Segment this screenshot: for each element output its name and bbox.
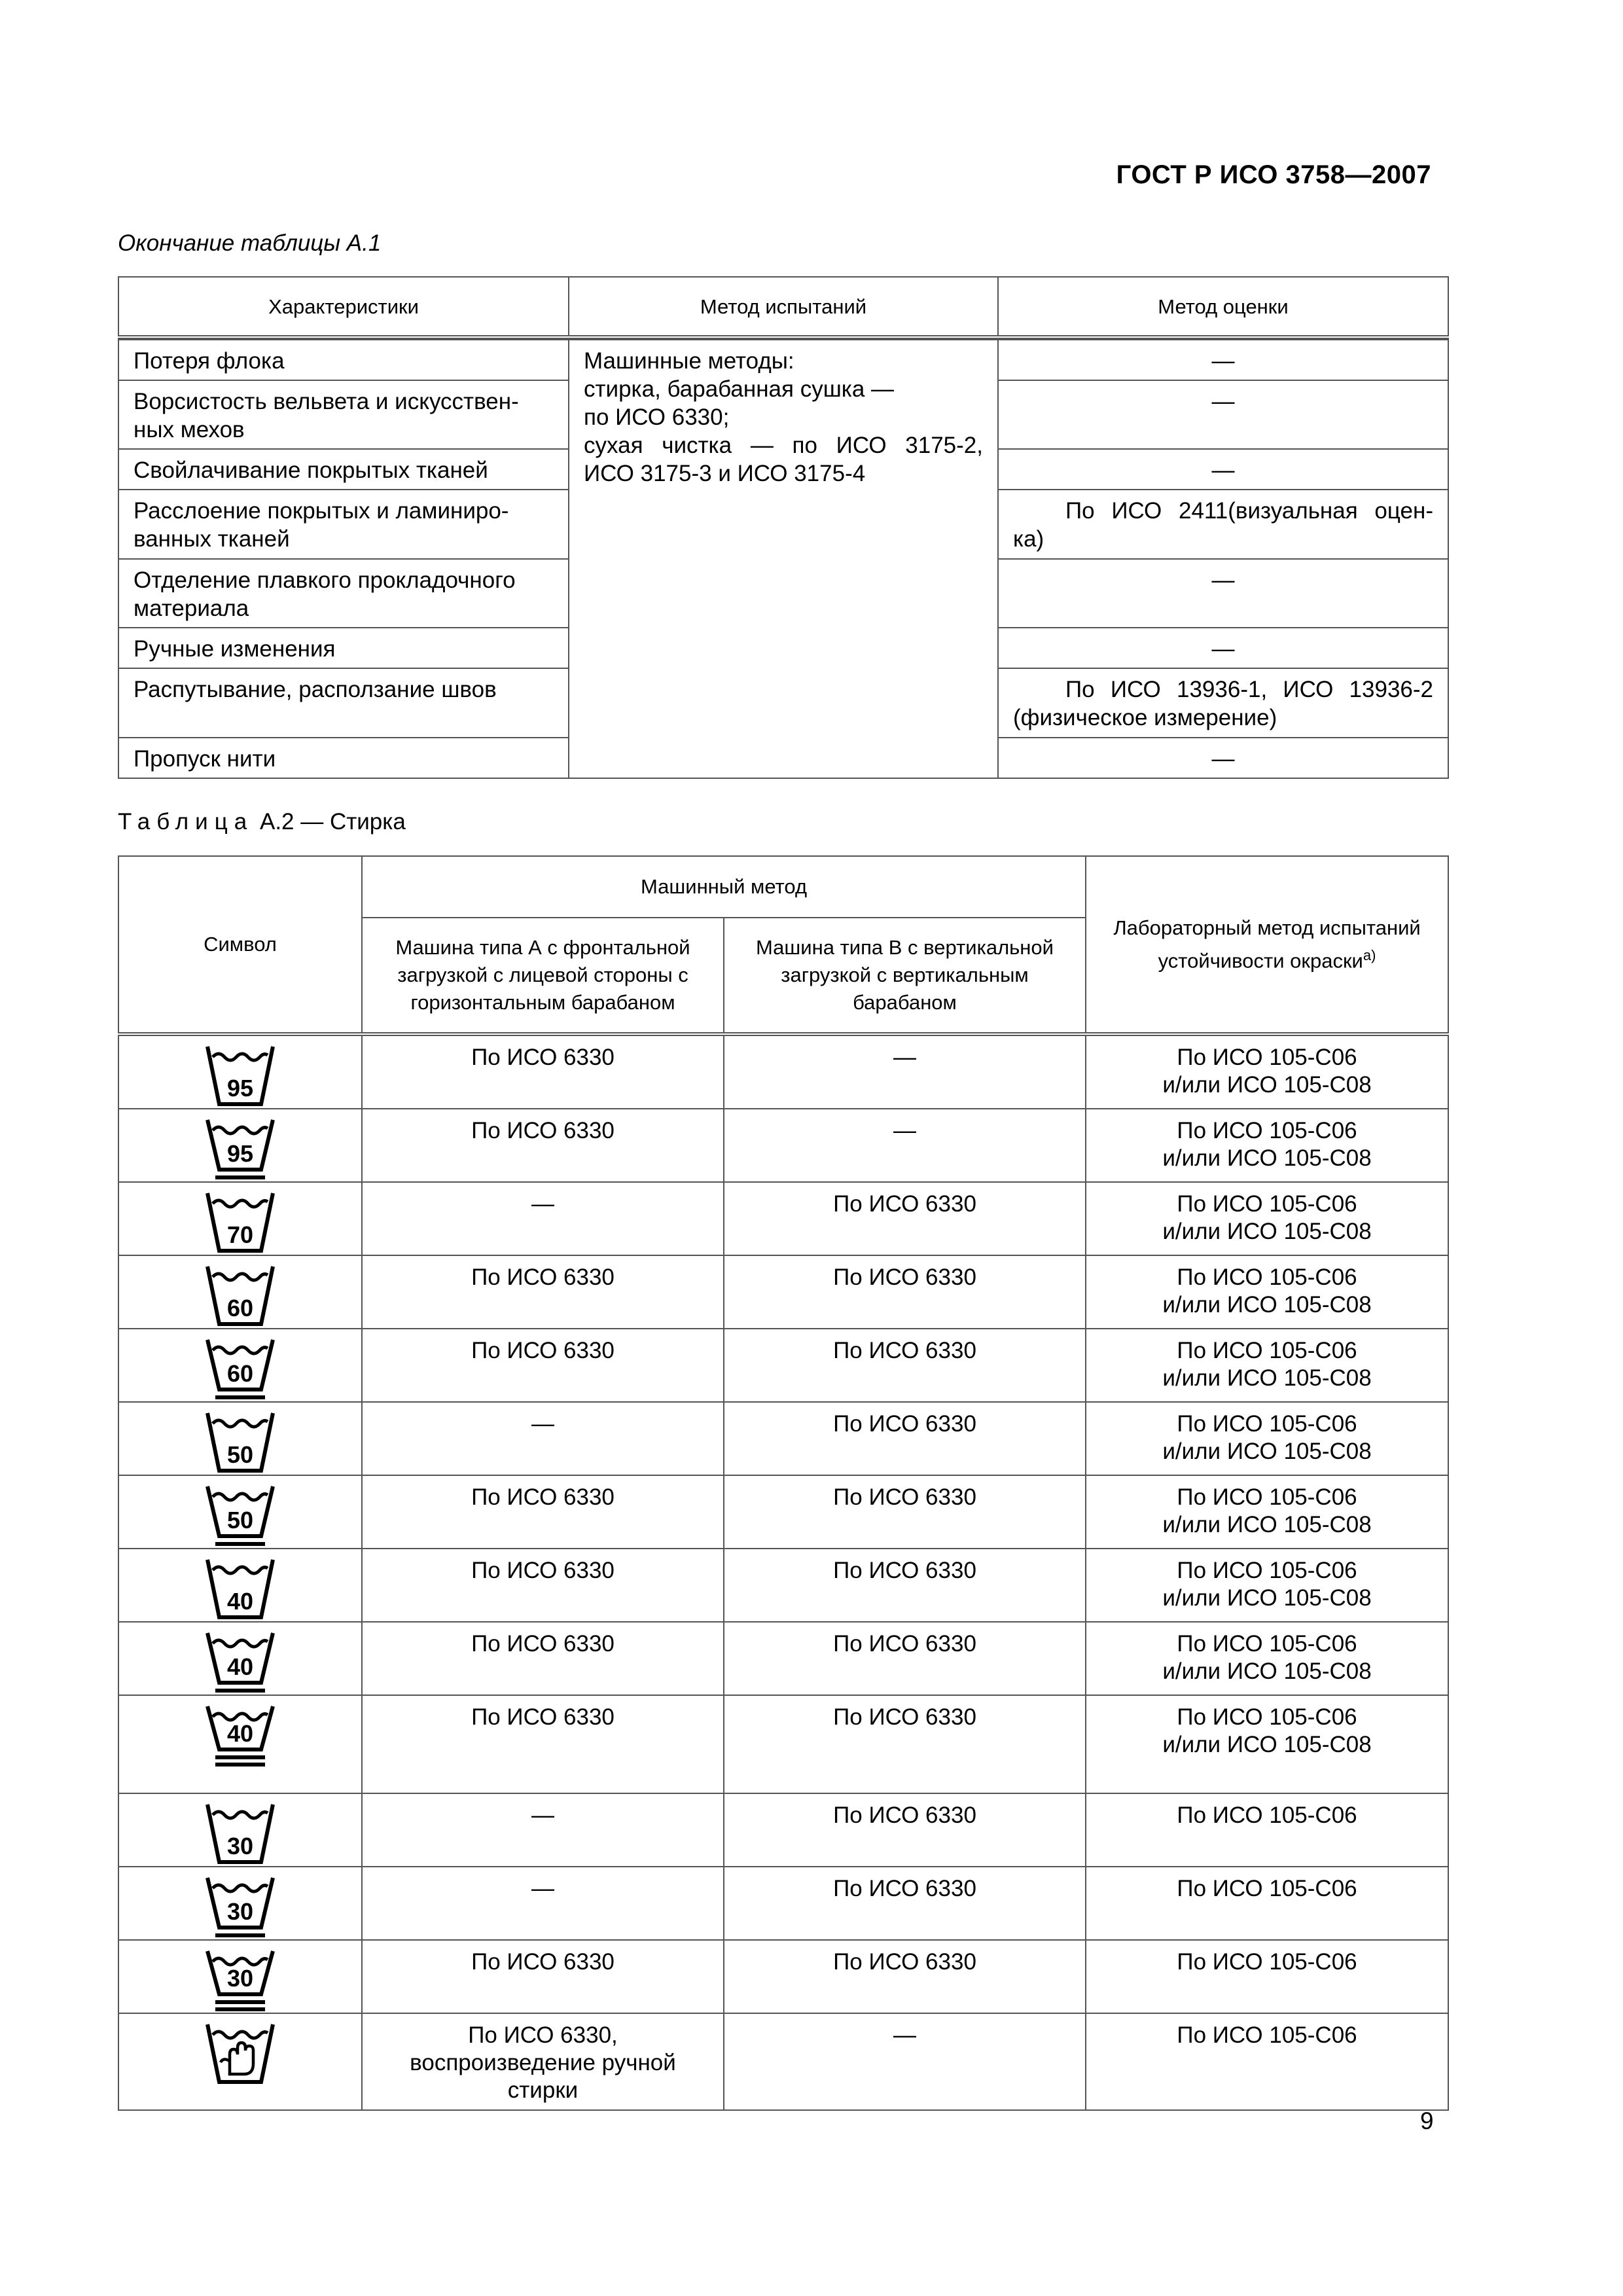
svg-text:40: 40 bbox=[226, 1720, 254, 1747]
text-line: Распутывание, расползание швов bbox=[134, 677, 497, 702]
method-line: сухая чистка — по ИСО 3175-2, bbox=[584, 433, 983, 458]
text-line: По ИСО 105-С06 bbox=[1177, 1631, 1357, 1657]
table-a2-washing bbox=[118, 855, 1449, 2111]
table-row bbox=[118, 1940, 1448, 2013]
text-line: По ИСО 105-С06 bbox=[1177, 1704, 1357, 1730]
table-row bbox=[118, 1109, 1448, 1182]
machine-b-cell: По ИСО 6330 bbox=[724, 1329, 1086, 1402]
symbol-cell bbox=[118, 1402, 362, 1475]
text-line: Расслоение покрытых и ламиниро- bbox=[134, 498, 509, 524]
lab-method-cell bbox=[1086, 1940, 1448, 2013]
symbol-cell bbox=[118, 1255, 362, 1329]
text-line: и/или ИСО 105-С08 bbox=[1162, 1439, 1372, 1464]
lab-text: устойчивости окраски bbox=[1158, 949, 1363, 973]
lab-method-cell bbox=[1086, 1329, 1448, 1402]
text-line: и/или ИСО 105-С08 bbox=[1162, 1732, 1372, 1757]
lab-method-cell bbox=[1086, 1867, 1448, 1940]
table-row bbox=[118, 1329, 1448, 1402]
symbol-cell bbox=[118, 1475, 362, 1549]
text-line: По ИСО 105-С06 bbox=[1177, 1118, 1357, 1143]
text-line: По ИСО 105-С06 bbox=[1177, 1265, 1357, 1290]
text-line: материала bbox=[134, 596, 249, 621]
table-row bbox=[118, 1867, 1448, 1940]
page-number: 9 bbox=[1420, 2108, 1434, 2134]
text-line: Пропуск нити bbox=[134, 746, 276, 772]
machine-a-cell: По ИСО 6330 bbox=[362, 1329, 724, 1402]
svg-text:30: 30 bbox=[226, 1833, 254, 1859]
text-line: По ИСО 105-С06 bbox=[1177, 1411, 1357, 1437]
text-line: и/или ИСО 105-С08 bbox=[1162, 1219, 1372, 1244]
characteristic-cell bbox=[118, 449, 569, 490]
text-line: и/или ИСО 105-С08 bbox=[1162, 1072, 1372, 1098]
text-line: горизонтальным барабаном bbox=[410, 991, 675, 1014]
hand-wash-icon bbox=[201, 2018, 279, 2086]
lab-method-cell bbox=[1086, 1182, 1448, 1255]
machine-a-cell: По ИСО 6330 bbox=[362, 1034, 724, 1109]
lab-method-cell bbox=[1086, 1793, 1448, 1867]
characteristic-cell bbox=[118, 490, 569, 559]
svg-text:30: 30 bbox=[226, 1898, 254, 1925]
method-cell bbox=[569, 340, 998, 778]
evaluation-cell: По ИСО 13936-1, ИСО 13936-2 (физическое измерение) bbox=[998, 668, 1448, 738]
symbol-cell bbox=[118, 1034, 362, 1109]
machine-b-cell: По ИСО 6330 bbox=[724, 1255, 1086, 1329]
machine-a-cell: — bbox=[362, 1182, 724, 1255]
machine-a-cell: — bbox=[362, 1402, 724, 1475]
symbol-cell bbox=[118, 1695, 362, 1793]
symbol-cell bbox=[118, 1622, 362, 1695]
text-line: По ИСО 105-С06 bbox=[1177, 1876, 1357, 1901]
symbol-cell bbox=[118, 1793, 362, 1867]
symbol-cell bbox=[118, 1329, 362, 1402]
symbol-cell bbox=[118, 1109, 362, 1182]
wash-tub-icon bbox=[201, 1700, 279, 1768]
svg-text:60: 60 bbox=[226, 1360, 254, 1387]
wash-tub-icon bbox=[201, 1798, 279, 1866]
column-header: Характеристики bbox=[118, 277, 569, 337]
machine-a-cell: По ИСО 6330 bbox=[362, 1622, 724, 1695]
column-header-machine-b bbox=[724, 918, 1086, 1034]
machine-b-cell: По ИСО 6330 bbox=[724, 1793, 1086, 1867]
wash-tub-icon bbox=[201, 1407, 279, 1475]
wash-tub-icon bbox=[201, 1113, 279, 1181]
machine-b-cell: — bbox=[724, 1034, 1086, 1109]
table-a1-end bbox=[118, 276, 1449, 779]
method-line: ИСО 3175-3 и ИСО 3175-4 bbox=[584, 461, 866, 486]
wash-tub-icon bbox=[201, 1333, 279, 1401]
wash-tub-icon bbox=[201, 1871, 279, 1939]
characteristic-cell bbox=[118, 380, 569, 449]
lab-method-cell bbox=[1086, 1549, 1448, 1622]
table-row bbox=[118, 1255, 1448, 1329]
text-line: и/или ИСО 105-С08 bbox=[1162, 1292, 1372, 1318]
text-line: Машина типа В с вертикальной bbox=[756, 936, 1054, 959]
text-line: ванных тканей bbox=[134, 526, 290, 552]
text-line: Отделение плавкого прокладочного bbox=[134, 567, 516, 593]
wash-tub-icon bbox=[201, 1626, 279, 1695]
table-row bbox=[118, 1622, 1448, 1695]
lab-method-cell bbox=[1086, 1109, 1448, 1182]
characteristic-cell bbox=[118, 340, 569, 380]
machine-a-cell: По ИСО 6330 bbox=[362, 1940, 724, 2013]
text-line: барабаном bbox=[853, 991, 957, 1014]
table-header-row bbox=[118, 856, 1448, 918]
column-header-machine-method: Машинный метод bbox=[362, 856, 1086, 918]
text-line: Потеря флока bbox=[134, 348, 285, 374]
text-line: По ИСО 105-С06 bbox=[1177, 1338, 1357, 1363]
text-line: и/или ИСО 105-С08 bbox=[1162, 1145, 1372, 1171]
text-line: загрузкой с вертикальным bbox=[781, 963, 1029, 986]
table-row bbox=[118, 1034, 1448, 1109]
text-line: и/или ИСО 105-С08 bbox=[1162, 1659, 1372, 1684]
symbol-cell bbox=[118, 1182, 362, 1255]
wash-tub-icon bbox=[201, 1945, 279, 2013]
evaluation-cell: — bbox=[998, 380, 1448, 449]
column-header-symbol: Символ bbox=[118, 856, 362, 1034]
machine-b-cell: — bbox=[724, 1109, 1086, 1182]
wash-tub-icon bbox=[201, 1480, 279, 1548]
lab-method-cell bbox=[1086, 1034, 1448, 1109]
wash-tub-icon bbox=[201, 1040, 279, 1108]
svg-text:40: 40 bbox=[226, 1653, 254, 1680]
evaluation-cell: — bbox=[998, 340, 1448, 380]
table-row bbox=[118, 1475, 1448, 1549]
characteristic-cell bbox=[118, 559, 569, 628]
machine-b-cell: По ИСО 6330 bbox=[724, 1622, 1086, 1695]
symbol-cell bbox=[118, 1867, 362, 1940]
wash-tub-icon bbox=[201, 1187, 279, 1255]
lab-method-cell bbox=[1086, 1622, 1448, 1695]
lab-method-cell bbox=[1086, 2013, 1448, 2110]
machine-a-cell: По ИСО 6330 bbox=[362, 1549, 724, 1622]
machine-a-cell: — bbox=[362, 1867, 724, 1940]
text-line: Машина типа А с фронтальной bbox=[395, 936, 690, 959]
table-header-row bbox=[118, 277, 1448, 337]
machine-b-cell: По ИСО 6330 bbox=[724, 1182, 1086, 1255]
symbol-cell bbox=[118, 1549, 362, 1622]
machine-b-cell: По ИСО 6330 bbox=[724, 1402, 1086, 1475]
machine-b-cell: По ИСО 6330 bbox=[724, 1695, 1086, 1793]
table-row bbox=[118, 1402, 1448, 1475]
characteristic-cell bbox=[118, 668, 569, 738]
text-line: Лабораторный метод испытаний bbox=[1113, 916, 1421, 939]
text-line: и/или ИСО 105-С08 bbox=[1162, 1585, 1372, 1611]
standard-code: ГОСТ Р ИСО 3758—2007 bbox=[1116, 160, 1431, 189]
table-row bbox=[118, 1182, 1448, 1255]
machine-b-cell: По ИСО 6330 bbox=[724, 1475, 1086, 1549]
column-header: Метод оценки bbox=[998, 277, 1448, 337]
machine-a-cell: — bbox=[362, 1793, 724, 1867]
machine-a-cell: По ИСО 6330 bbox=[362, 1695, 724, 1793]
text-line: По ИСО 105-С06 bbox=[1177, 1045, 1357, 1070]
column-header: Метод испытаний bbox=[569, 277, 998, 337]
characteristic-cell bbox=[118, 628, 569, 668]
machine-b-cell: По ИСО 6330 bbox=[724, 1867, 1086, 1940]
text-line: По ИСО 105-С06 bbox=[1177, 1949, 1357, 1975]
machine-b-cell: — bbox=[724, 2013, 1086, 2110]
table-row bbox=[118, 1793, 1448, 1867]
machine-a-cell: По ИСО 6330 bbox=[362, 1255, 724, 1329]
svg-text:70: 70 bbox=[226, 1221, 254, 1248]
lab-method-cell bbox=[1086, 1695, 1448, 1793]
table-row bbox=[118, 2013, 1448, 2110]
symbol-cell bbox=[118, 2013, 362, 2110]
column-header-lab bbox=[1086, 856, 1448, 1034]
evaluation-cell: — bbox=[998, 628, 1448, 668]
lab-method-cell bbox=[1086, 1402, 1448, 1475]
method-line: Машинные методы: bbox=[584, 348, 794, 374]
footnote-mark: а) bbox=[1363, 946, 1376, 963]
svg-text:60: 60 bbox=[226, 1295, 254, 1321]
text-line: и/или ИСО 105-С08 bbox=[1162, 1512, 1372, 1537]
svg-text:40: 40 bbox=[226, 1588, 254, 1615]
text-line: Свойлачивание покрытых тканей bbox=[134, 457, 488, 483]
text-line: Ручные изменения bbox=[134, 636, 336, 662]
text-line bbox=[1086, 942, 1448, 975]
table-row bbox=[118, 1695, 1448, 1793]
lab-method-cell bbox=[1086, 1475, 1448, 1549]
machine-a-cell: По ИСО 6330, воспроизведение ручной стирки bbox=[362, 2013, 724, 2110]
lab-method-cell bbox=[1086, 1255, 1448, 1329]
symbol-cell bbox=[118, 1940, 362, 2013]
table2-caption: Таблица А.2 — Стирка bbox=[118, 809, 406, 834]
machine-b-cell: По ИСО 6330 bbox=[724, 1549, 1086, 1622]
svg-text:50: 50 bbox=[226, 1507, 254, 1534]
svg-text:50: 50 bbox=[226, 1441, 254, 1468]
table-row bbox=[118, 340, 1448, 380]
column-header-machine-a bbox=[362, 918, 724, 1034]
text-line: ных мехов bbox=[134, 417, 245, 442]
text-line: По ИСО 105-С06 bbox=[1177, 1484, 1357, 1510]
svg-text:95: 95 bbox=[226, 1140, 254, 1167]
characteristic-cell bbox=[118, 738, 569, 778]
text-line: По ИСО 105-С06 bbox=[1177, 1191, 1357, 1217]
machine-a-cell: По ИСО 6330 bbox=[362, 1109, 724, 1182]
svg-text:95: 95 bbox=[226, 1075, 254, 1102]
text-line: По ИСО 105-С06 bbox=[1177, 2022, 1357, 2048]
wash-tub-icon bbox=[201, 1260, 279, 1328]
text-line: загрузкой с лицевой стороны с bbox=[397, 963, 688, 986]
text-line: По ИСО 105-С06 bbox=[1177, 1558, 1357, 1583]
text-line: Ворсистость вельвета и искусствен- bbox=[134, 389, 519, 414]
evaluation-cell: — bbox=[998, 449, 1448, 490]
machine-b-cell: По ИСО 6330 bbox=[724, 1940, 1086, 2013]
text-line: и/или ИСО 105-С08 bbox=[1162, 1365, 1372, 1391]
evaluation-cell: — bbox=[998, 738, 1448, 778]
text-line: По ИСО 105-С06 bbox=[1177, 1803, 1357, 1828]
svg-text:30: 30 bbox=[226, 1965, 254, 1992]
table1-caption: Окончание таблицы А.1 bbox=[118, 230, 382, 256]
method-line: по ИСО 6330; bbox=[584, 404, 730, 430]
method-line: стирка, барабанная сушка — bbox=[584, 376, 895, 402]
wash-tub-icon bbox=[201, 1553, 279, 1621]
table-row bbox=[118, 1549, 1448, 1622]
evaluation-cell: По ИСО 2411(визуальная оцен- ка) bbox=[998, 490, 1448, 559]
evaluation-cell: — bbox=[998, 559, 1448, 628]
machine-a-cell: По ИСО 6330 bbox=[362, 1475, 724, 1549]
